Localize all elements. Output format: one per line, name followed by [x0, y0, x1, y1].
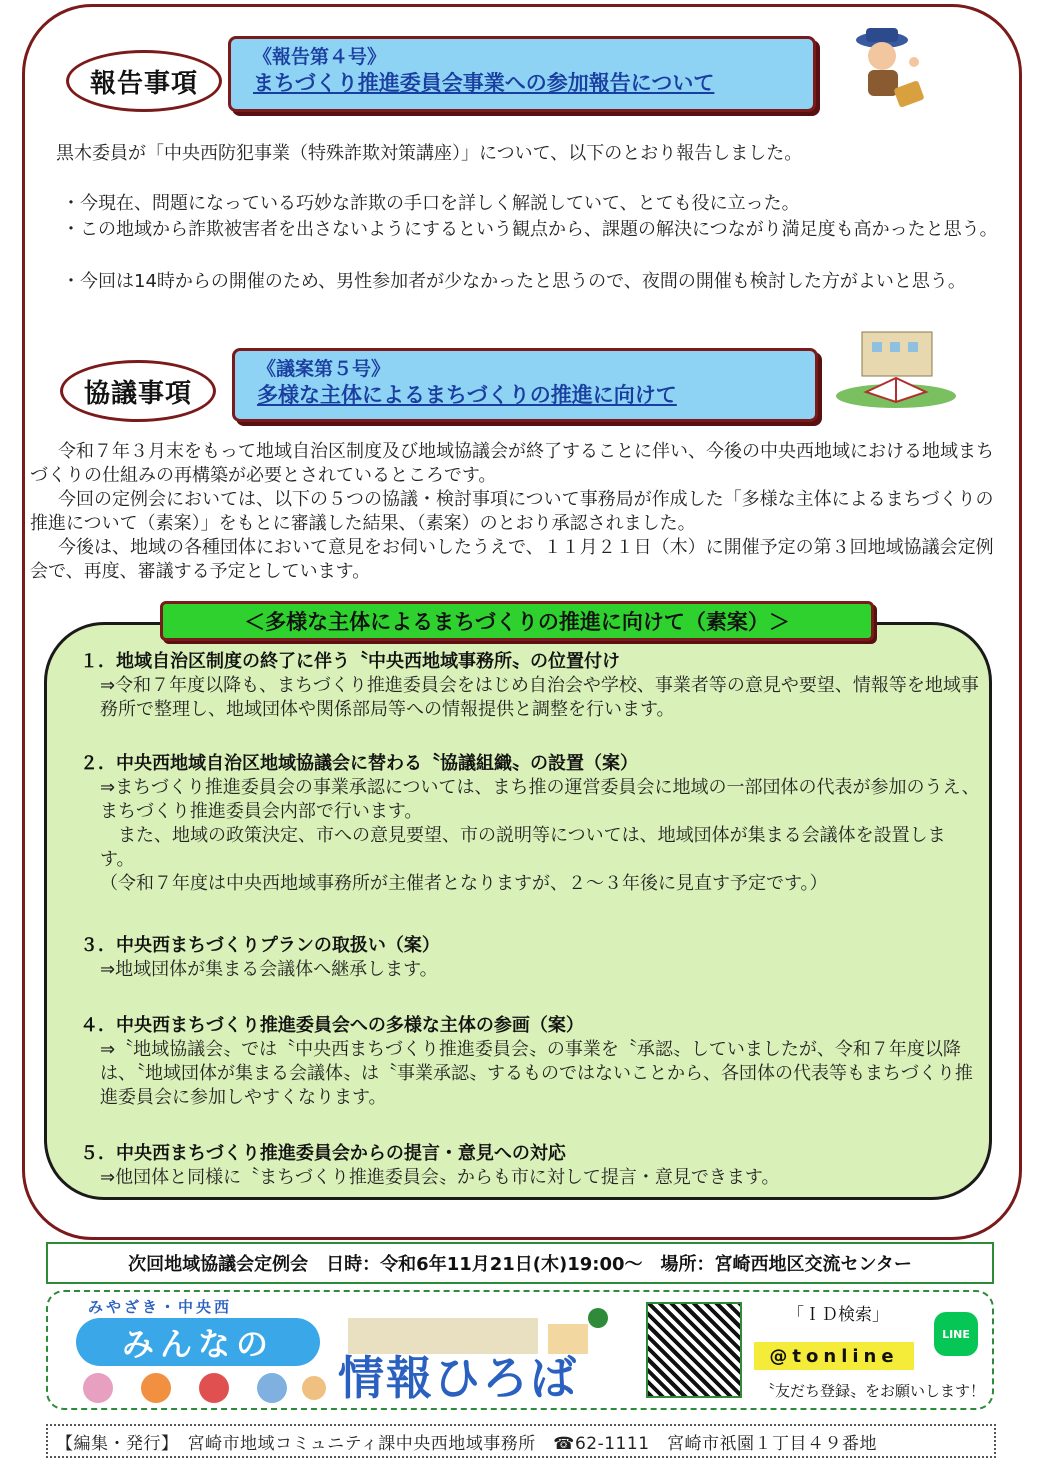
discussion-paragraph-2: 今回の定例会においては、以下の５つの協議・検討事項について事務局が作成した「多様な主体によるまちづくりの推進について（素案）」をもとに審議した結果、（素案）のとおり承認されました。 [30, 489, 994, 534]
discussion-label: 協議事項 [60, 360, 216, 422]
line-logo-icon[interactable]: LINE [934, 1312, 978, 1356]
detective-illustration [842, 22, 932, 118]
draft-item-2-body-2: また、地域の政策決定、市への意見要望、市の説明等については、地域団体が集まる会議体を設置します。 [100, 825, 946, 870]
id-search-label: 「ＩＤ検索」 [787, 1305, 889, 1325]
discussion-title-box [232, 348, 818, 422]
draft-item-1 [80, 650, 980, 722]
discussion-paragraph-3: 今後は、地域の各種団体において意見をお伺いしたうえで、１１月２１日（木）に開催予定の第３回地域協議会定例会で、再度、審議する予定としています。 [30, 537, 994, 582]
draft-heading: ＜多様な主体によるまちづくりの推進に向けて（素案）＞ [160, 601, 874, 641]
banner-joho-title: 情報ひろば [338, 1351, 578, 1405]
draft-item-3-body: ⇒地域団体が集まる会議体へ継承します。 [100, 959, 438, 980]
draft-item-2-head: ２．中央西地域自治区地域協議会に替わる〝協議組織〟の設置（案） [80, 753, 638, 774]
draft-item-4-head: ４．中央西まちづくり推進委員会への多様な主体の参画（案） [80, 1015, 584, 1036]
draft-item-1-head: １．地域自治区制度の終了に伴う〝中央西地域事務所〟の位置付け [80, 651, 620, 672]
draft-item-4-body: ⇒〝地域協議会〟では〝中央西まちづくり推進委員会〟の事業を〝承認〟していましたが、令和７年度以降は、〝地域団体が集まる会議体〟は〝事業承認〟するものではないことから、各団体の代表等もまちづくり推進委員会に参加しやすくなります。 [100, 1039, 973, 1108]
report-number: 《報告第４号》 [253, 46, 387, 68]
draft-item-3 [80, 934, 980, 982]
friend-add-text: 〝友だち登録〟をお願いします！ [760, 1382, 986, 1400]
draft-item-5-head: ５．中央西まちづくり推進委員会からの提言・意見への対応 [80, 1143, 566, 1164]
report-bullet-1: ・今現在、問題になっている巧妙な詐欺の手口を詳しく解説していて、とても役に立った。 [62, 193, 800, 214]
info-banner [46, 1290, 994, 1410]
report-intro: 黒木委員が「中央西防犯事業（特殊詐欺対策講座）」について、以下のとおり報告しました。 [56, 143, 803, 164]
discussion-number: 《議案第５号》 [257, 358, 391, 380]
banner-top-text: みやざき・中央西 [88, 1298, 233, 1316]
building-book-illustration [832, 322, 960, 412]
qr-code[interactable] [646, 1302, 742, 1398]
draft-item-1-body: ⇒令和７年度以降も、まちづくり推進委員会をはじめ自治会や学校、事業者等の意見や要望、情報等を地域事務所で整理し、地域団体や関係部局等への情報提供と調整を行います。 [100, 675, 979, 720]
report-title: まちづくり推進委員会事業への参加報告について [253, 71, 715, 95]
report-title-box [228, 36, 816, 112]
report-bullet-3: ・今回は14時からの開催のため、男性参加者が少なかったと思うので、夜間の開催も検討した方がよいと思う。 [62, 271, 966, 292]
draft-item-3-head: ３．中央西まちづくりプランの取扱い（案） [80, 935, 440, 956]
publisher-footer: 【編集・発行】 宮崎市地域コミュニティ課中央西地域事務所 ☎62-1111 宮崎市祇園１丁目４９番地 [46, 1424, 996, 1458]
report-label: 報告事項 [66, 50, 222, 112]
draft-item-2-body-3: （令和７年度は中央西地域事務所が主催者となりますが、２～３年後に見直す予定です。） [100, 873, 828, 894]
discussion-paragraph-1: 令和７年３月末をもって地域自治区制度及び地域協議会が終了することに伴い、今後の中央西地域における地域まちづくりの仕組みの再構築が必要とされているところです。 [30, 441, 994, 486]
draft-item-5 [80, 1142, 980, 1190]
banner-minna: みんなの [76, 1318, 320, 1366]
report-bullet-2: ・この地域から詐欺被害者を出さないようにするという観点から、課題の解決につながり満足度も高かったと思う。 [62, 219, 998, 240]
draft-item-4 [80, 1014, 980, 1110]
next-meeting-notice: 次回地域協議会定例会 日時：令和6年11月21日(木)19:00～ 場所：宮崎西地区交流センター [46, 1242, 994, 1284]
building-icon [338, 1304, 634, 1354]
line-id: @tonline [754, 1342, 914, 1370]
draft-item-2-body-1: ⇒まちづくり推進委員会の事業承認については、まち推の運営委員会に地域の一部団体の代表が参加のうえ、まちづくり推進委員会内部で行います。 [100, 777, 980, 822]
discussion-title: 多様な主体によるまちづくりの推進に向けて [257, 383, 677, 407]
children-faces-icon [78, 1370, 328, 1406]
draft-item-2 [80, 752, 980, 896]
draft-item-5-body: ⇒他団体と同様に〝まちづくり推進委員会〟からも市に対して提言・意見できます。 [100, 1167, 780, 1188]
